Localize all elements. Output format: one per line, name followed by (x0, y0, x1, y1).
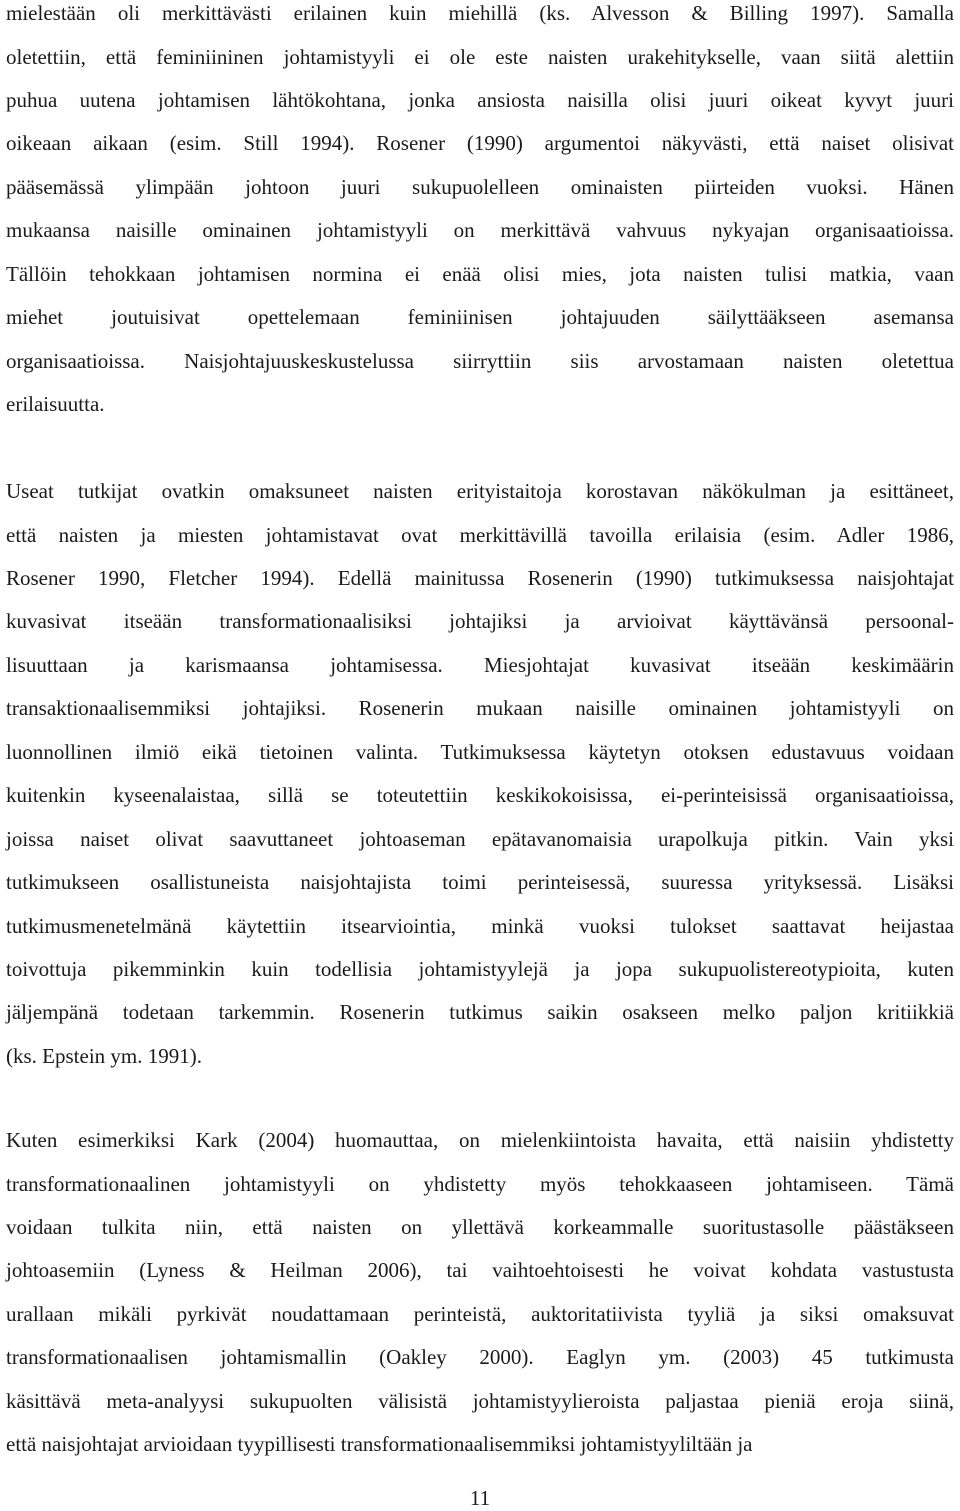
text-line: Useat tutkijat ovatkin omaksuneet naisten erityistaitoja korostavan näkökulman ja esittäneet, (6, 479, 954, 503)
page-number: 11 (469, 1486, 491, 1510)
text-line: urallaan mikäli pyrkivät noudattamaan perinteistä, auktoritatiivista tyyliä ja siksi omaksuvat (6, 1301, 954, 1326)
text-line: käsittävä meta-analyysi sukupuolten välisistä johtamistyylieroista paljastaa pieniä eroja siinä, (6, 1388, 954, 1413)
text-line: tutkimukseen osallistuneista naisjohtajista toimi perinteisessä, suuressa yrityksessä. Lisäksi (6, 870, 954, 894)
text-line: mielestään oli merkittävästi erilainen kuin miehillä (ks. Alvesson & Billing 1997). Samalla (6, 1, 954, 25)
text-line: organisaatioissa. Naisjohtajuuskeskustelussa siirryttiin siis arvostamaan naisten oletettua (6, 348, 954, 373)
text-line: kuitenkin kyseenalaistaa, sillä se toteutettiin keskikokoisissa, ei-perinteisissä organisaatioissa, (6, 783, 954, 808)
text-line: miehet joutuisivat opettelemaan feminiinisen johtajuuden säilyttääkseen asemansa (6, 305, 954, 330)
text-line: että naisten ja miesten johtamistavat ovat merkittävillä tavoilla erilaisia (esim. Adler 1986, (6, 522, 954, 547)
text-line: Tällöin tehokkaan johtamisen normina ei enää olisi mies, jota naisten tulisi matkia, vaan (6, 261, 954, 286)
text-line: jäljempänä todetaan tarkemmin. Rosenerin tutkimus saikin osakseen melko paljon kritiikkiä (6, 1000, 954, 1025)
text-line: kuvasivat itseään transformationaalisiksi johtajiksi ja arvioivat käyttävänsä persoonal- (6, 609, 954, 634)
text-line: erilaisuutta. (6, 392, 105, 417)
text-line: joissa naiset olivat saavuttaneet johtoaseman epätavanomaisia urapolkuja pitkin. Vain yksi (6, 826, 954, 851)
text-line: johtoasemiin (Lyness & Heilman 2006), tai vaihtoehtoisesti he voivat kohdata vastustusta (6, 1258, 954, 1283)
text-line: voidaan tulkita niin, että naisten on yllettävä korkeammalle suoritustasolle päästäkseen (6, 1214, 954, 1239)
text-line: tutkimusmenetelmänä käytettiin itsearviointia, minkä vuoksi tulokset saattavat heijastaa (6, 913, 954, 938)
text-line: puhua uutena johtamisen lähtökohtana, jonka ansiosta naisilla olisi juuri oikeat kyvyt juuri (6, 87, 954, 112)
text-line: toivottuja pikemminkin kuin todellisia johtamistyylejä ja jopa sukupuolistereotypioita, kuten (6, 957, 954, 981)
text-line: oikeaan aikaan (esim. Still 1994). Rosener (1990) argumentoi näkyvästi, että naiset olisivat (6, 131, 954, 156)
text-line: luonnollinen ilmiö eikä tietoinen valinta. Tutkimuksessa käytetyn otoksen edustavuus voidaan (6, 739, 954, 764)
text-line: transformationaalisen johtamismallin (Oakley 2000). Eaglyn ym. (2003) 45 tutkimusta (6, 1345, 954, 1370)
text-line: lisuuttaan ja karismaansa johtamisessa. Miesjohtajat kuvasivat itseään keskimäärin (6, 652, 954, 677)
text-line: pääsemässä ylimpään johtoon juuri sukupuolelleen ominaisten piirteiden vuoksi. Hänen (6, 174, 954, 199)
text-line: transformationaalinen johtamistyyli on yhdistetty myös tehokkaaseen johtamiseen. Tämä (6, 1171, 954, 1196)
text-line: (ks. Epstein ym. 1991). (6, 1043, 202, 1068)
text-line: Rosener 1990, Fletcher 1994). Edellä mainitussa Rosenerin (1990) tutkimuksessa naisjohtajat (6, 565, 954, 590)
text-line: oletettiin, että feminiininen johtamistyyli ei ole este naisten urakehitykselle, vaan siitä alettiin (6, 44, 954, 69)
text-line: Kuten esimerkiksi Kark (2004) huomauttaa, on mielenkiintoista havaita, että naisiin yhdistetty (6, 1128, 954, 1152)
text-line: transaktionaalisemmiksi johtajiksi. Rosenerin mukaan naisille ominainen johtamistyyli on (6, 696, 954, 721)
text-line: mukaansa naisille ominainen johtamistyyli on merkittävä vahvuus nykyajan organisaatioissa. (6, 218, 954, 243)
text-line: että naisjohtajat arvioidaan tyypillisesti transformationaalisemmiksi johtamistyyliltään ja (6, 1432, 753, 1457)
